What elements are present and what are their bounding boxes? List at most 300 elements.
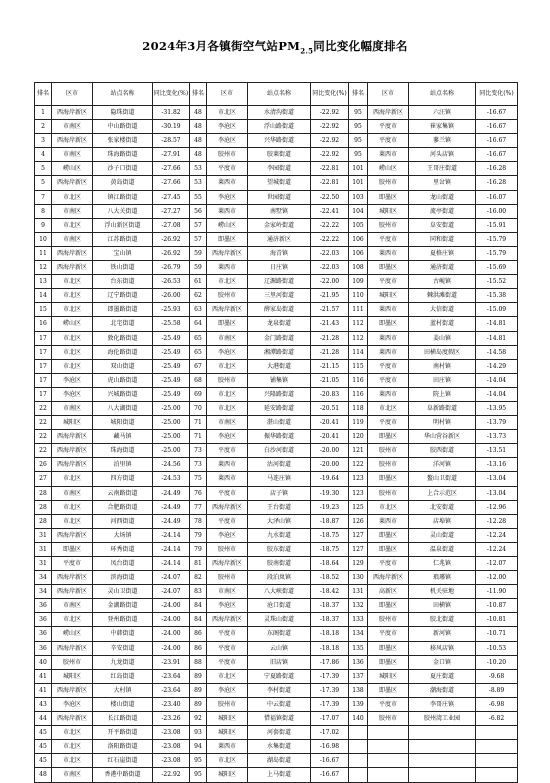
station-cell: 环秀街道: [93, 542, 153, 556]
change-cell: -19.23: [311, 500, 349, 514]
rank-cell: 48: [190, 120, 207, 134]
station-cell: 城阳街道: [93, 416, 153, 430]
rank-cell: 8: [35, 204, 52, 218]
station-cell: 惜福镇街道: [248, 712, 311, 726]
table-row: [35, 345, 518, 359]
district-cell: 胶州市: [207, 148, 248, 162]
change-cell: -16.28: [476, 176, 518, 190]
district-cell: 市北区: [52, 514, 93, 528]
station-cell: 田横镇: [409, 599, 476, 613]
rank-cell: 78: [190, 514, 207, 528]
district-cell: 市北区: [207, 387, 248, 401]
change-cell: -13.73: [476, 430, 518, 444]
district-cell: 胶州市: [207, 373, 248, 387]
district-cell: 城阳区: [52, 416, 93, 430]
station-cell: 大信街道: [409, 303, 476, 317]
change-cell: -16.67: [311, 754, 349, 768]
table-row: [35, 190, 518, 204]
station-cell: 胶州湾工业园: [409, 712, 476, 726]
table-row: [35, 472, 518, 486]
change-cell: -12.24: [476, 528, 518, 542]
district-cell: 西海岸新区: [52, 444, 93, 458]
station-cell: 合肥路街道: [93, 500, 153, 514]
station-cell: 白沙河街道: [248, 444, 311, 458]
change-cell: -27.08: [153, 218, 190, 232]
rank-cell: 17: [35, 331, 52, 345]
district-cell: 崂山区: [207, 218, 248, 232]
district-cell: 崂山区: [52, 317, 93, 331]
district-cell: 城阳区: [52, 669, 93, 683]
district-cell: 平度市: [368, 134, 409, 148]
rank-cell: 101: [349, 162, 368, 176]
header-rank: 排名: [349, 83, 368, 106]
rank-cell: 12: [35, 261, 52, 275]
station-cell: 灵珠山街道: [248, 613, 311, 627]
change-cell: -22.41: [311, 204, 349, 218]
change-cell: -23.26: [153, 712, 190, 726]
rank-cell: 36: [35, 627, 52, 641]
rank-cell: 84: [190, 613, 207, 627]
table-row: [35, 542, 518, 556]
district-cell: 市南区: [52, 148, 93, 162]
station-cell: 滨海街道: [93, 571, 153, 585]
rank-cell: 70: [190, 401, 207, 415]
station-cell: 大港街道: [248, 359, 311, 373]
change-cell: -27.45: [153, 190, 190, 204]
rank-cell: 126: [349, 514, 368, 528]
station-cell: 振华路街道: [248, 430, 311, 444]
station-cell: 云山镇: [248, 641, 311, 655]
station-cell: 王台街道: [248, 500, 311, 514]
district-cell: 平度市: [368, 120, 409, 134]
change-cell: -26.92: [153, 246, 190, 260]
rank-cell: 110: [349, 289, 368, 303]
district-cell: 即墨区: [368, 683, 409, 697]
rank-cell: 34: [35, 585, 52, 599]
rank-cell: 5: [35, 162, 52, 176]
station-cell: 北安街道: [409, 500, 476, 514]
table-row: [35, 669, 518, 683]
rank-cell: 56: [190, 204, 207, 218]
district-cell: 西海岸新区: [207, 246, 248, 260]
district-cell: 平度市: [368, 373, 409, 387]
change-cell: -14.29: [476, 359, 518, 373]
change-cell: -28.57: [153, 134, 190, 148]
district-cell: 市南区: [52, 768, 93, 782]
station-cell: 八大湖街道: [93, 401, 153, 415]
rank-cell: 115: [349, 359, 368, 373]
rank-cell: 17: [35, 345, 52, 359]
change-cell: -27.66: [153, 176, 190, 190]
district-cell: 李沧区: [207, 683, 248, 697]
rank-cell: 76: [190, 486, 207, 500]
rank-cell: 16: [35, 317, 52, 331]
rank-cell: 122: [349, 458, 368, 472]
station-cell: 台东街道: [93, 275, 153, 289]
rank-cell: 65: [190, 345, 207, 359]
change-cell: -23.08: [153, 726, 190, 740]
rank-cell: 101: [349, 176, 368, 190]
change-cell: -23.64: [153, 669, 190, 683]
station-cell: 马连庄镇: [248, 472, 311, 486]
change-cell: -22.00: [311, 275, 349, 289]
station-cell: 金口镇: [409, 655, 476, 669]
district-cell: 市北区: [207, 359, 248, 373]
station-cell: 日庄镇: [248, 261, 311, 275]
table-row: [35, 500, 518, 514]
rank-cell: 43: [35, 697, 52, 711]
rank-cell: 22: [35, 430, 52, 444]
change-cell: -22.22: [311, 218, 349, 232]
district-cell: 李沧区: [207, 134, 248, 148]
header-change: 同比变化(%): [153, 83, 190, 106]
station-cell: 隐珠街道: [93, 106, 153, 120]
district-cell: 市北区: [52, 740, 93, 754]
district-cell: 市北区: [52, 275, 93, 289]
rank-cell: [349, 754, 368, 768]
table-row: [35, 303, 518, 317]
table-row: [35, 430, 518, 444]
rank-cell: 73: [190, 458, 207, 472]
rank-cell: 140: [349, 712, 368, 726]
district-cell: 李沧区: [52, 373, 93, 387]
district-cell: 胶州市: [368, 486, 409, 500]
change-cell: -8.89: [476, 683, 518, 697]
rank-cell: 63: [190, 303, 207, 317]
station-cell: 南村镇: [409, 359, 476, 373]
table-row: [35, 120, 518, 134]
rank-cell: 123: [349, 472, 368, 486]
station-cell: 四方街道: [93, 472, 153, 486]
change-cell: -25.00: [153, 430, 190, 444]
change-cell: -12.24: [476, 542, 518, 556]
change-cell: -24.53: [153, 472, 190, 486]
table-row: [35, 557, 518, 571]
rank-cell: 31: [35, 528, 52, 542]
rank-cell: 69: [190, 387, 207, 401]
district-cell: 平度市: [368, 627, 409, 641]
rank-cell: 129: [349, 557, 368, 571]
rank-cell: 104: [349, 204, 368, 218]
station-cell: 龙泉街道: [248, 317, 311, 331]
change-cell: -14.04: [476, 387, 518, 401]
title-subscript: 2.5: [300, 46, 314, 56]
change-cell: -22.92: [311, 120, 349, 134]
change-cell: -25.49: [153, 359, 190, 373]
district-cell: 胶州市: [207, 542, 248, 556]
station-cell: 红岛街道: [93, 669, 153, 683]
station-cell: [409, 754, 476, 768]
table-row: [35, 613, 518, 627]
change-cell: [476, 726, 518, 740]
change-cell: -24.07: [153, 585, 190, 599]
header-change: 同比变化(%): [311, 83, 349, 106]
table-row: [35, 359, 518, 373]
rank-cell: 65: [190, 331, 207, 345]
change-cell: -17.39: [311, 669, 349, 683]
change-cell: -13.51: [476, 444, 518, 458]
change-cell: -23.08: [153, 740, 190, 754]
district-cell: 胶州市: [207, 697, 248, 711]
district-cell: 市北区: [52, 754, 93, 768]
district-cell: 市北区: [368, 401, 409, 415]
rank-cell: 64: [190, 317, 207, 331]
station-cell: 沙子口街道: [93, 162, 153, 176]
rank-cell: 17: [35, 359, 52, 373]
rank-cell: 36: [35, 641, 52, 655]
rank-cell: 15: [35, 303, 52, 317]
change-cell: -25.58: [153, 317, 190, 331]
rank-cell: 13: [35, 275, 52, 289]
district-cell: 胶州市: [368, 176, 409, 190]
district-cell: 即墨区: [368, 641, 409, 655]
station-cell: 薛家岛街道: [248, 303, 311, 317]
table-row: [35, 740, 518, 754]
rank-cell: 133: [349, 613, 368, 627]
rank-cell: 48: [190, 134, 207, 148]
change-cell: -22.50: [311, 190, 349, 204]
station-cell: 店子镇: [248, 486, 311, 500]
change-cell: -24.07: [153, 571, 190, 585]
rank-cell: 9: [35, 218, 52, 232]
station-cell: 长江路街道: [93, 712, 153, 726]
district-cell: 崂山区: [52, 162, 93, 176]
change-cell: -26.92: [153, 232, 190, 246]
table-row: [35, 697, 518, 711]
station-cell: 浮山新区街道: [93, 218, 153, 232]
change-cell: -19.64: [311, 472, 349, 486]
rank-cell: 116: [349, 373, 368, 387]
ranking-table: [34, 82, 518, 783]
change-cell: -25.49: [153, 345, 190, 359]
station-cell: 通济街道: [409, 261, 476, 275]
station-cell: 胶莱街道: [248, 148, 311, 162]
station-cell: 大村镇: [93, 683, 153, 697]
district-cell: 城阳区: [368, 289, 409, 303]
district-cell: 市北区: [207, 275, 248, 289]
station-cell: 湛山街道: [248, 416, 311, 430]
district-cell: 即墨区: [368, 528, 409, 542]
table-row: [35, 571, 518, 585]
rank-cell: 83: [190, 585, 207, 599]
station-cell: [409, 740, 476, 754]
header-rank: 排名: [190, 83, 207, 106]
station-cell: 古岘镇: [409, 275, 476, 289]
station-cell: 温泉街道: [409, 542, 476, 556]
district-cell: 市北区: [52, 218, 93, 232]
change-cell: -22.81: [311, 162, 349, 176]
rank-cell: 68: [190, 373, 207, 387]
station-cell: 八大关街道: [93, 204, 153, 218]
table-row: [35, 204, 518, 218]
district-cell: 李沧区: [207, 599, 248, 613]
header-district: 区市: [207, 83, 248, 106]
station-cell: 中韩街道: [93, 627, 153, 641]
table-row: [35, 134, 518, 148]
rank-cell: [349, 768, 368, 782]
station-cell: 开平路街道: [93, 726, 153, 740]
change-cell: -22.92: [311, 148, 349, 162]
district-cell: 胶州市: [368, 712, 409, 726]
station-cell: 黄岛街道: [93, 176, 153, 190]
district-cell: 平度市: [207, 627, 248, 641]
station-cell: 双山街道: [93, 359, 153, 373]
table-row: [35, 514, 518, 528]
rank-cell: 11: [35, 246, 52, 260]
station-cell: 东阁街道: [248, 627, 311, 641]
change-cell: -27.27: [153, 204, 190, 218]
change-cell: -24.56: [153, 458, 190, 472]
station-cell: 云南路街道: [93, 486, 153, 500]
district-cell: 胶州市: [207, 289, 248, 303]
rank-cell: 79: [190, 528, 207, 542]
change-cell: -20.00: [311, 458, 349, 472]
header-station: 站点名称: [93, 83, 153, 106]
rank-cell: 31: [35, 557, 52, 571]
change-cell: -13.79: [476, 416, 518, 430]
table-row: [35, 585, 518, 599]
district-cell: 西海岸新区: [207, 500, 248, 514]
station-cell: 虎山路街道: [93, 373, 153, 387]
change-cell: -15.09: [476, 303, 518, 317]
station-cell: 胶北街道: [409, 613, 476, 627]
change-cell: -10.87: [476, 599, 518, 613]
change-cell: -24.14: [153, 557, 190, 571]
change-cell: -21.43: [311, 317, 349, 331]
change-cell: -16.67: [476, 106, 518, 120]
station-cell: 海青镇: [248, 246, 311, 260]
change-cell: -17.39: [311, 697, 349, 711]
district-cell: 莱西市: [368, 331, 409, 345]
station-cell: 登州路街道: [93, 613, 153, 627]
district-cell: 西海岸新区: [207, 303, 248, 317]
rank-cell: 3: [35, 134, 52, 148]
change-cell: -18.64: [311, 557, 349, 571]
district-cell: [368, 768, 409, 782]
rank-cell: 137: [349, 669, 368, 683]
district-cell: [368, 754, 409, 768]
district-cell: 市北区: [52, 726, 93, 740]
change-cell: -13.16: [476, 458, 518, 472]
station-cell: 张家楼街道: [93, 134, 153, 148]
district-cell: 胶州市: [368, 444, 409, 458]
rank-cell: 132: [349, 599, 368, 613]
station-cell: 辽源路街道: [248, 275, 311, 289]
change-cell: -16.07: [476, 190, 518, 204]
rank-cell: 28: [35, 486, 52, 500]
district-cell: 市南区: [52, 401, 93, 415]
rank-cell: 67: [190, 359, 207, 373]
change-cell: -22.22: [311, 232, 349, 246]
change-cell: -16.67: [476, 148, 518, 162]
rank-cell: 81: [190, 557, 207, 571]
rank-cell: 131: [349, 585, 368, 599]
district-cell: 市北区: [52, 303, 93, 317]
rank-cell: [349, 726, 368, 740]
district-cell: [368, 740, 409, 754]
station-cell: 鳌山卫街道: [409, 472, 476, 486]
table-row: [35, 655, 518, 669]
change-cell: [476, 768, 518, 782]
station-cell: 兴华路街道: [248, 134, 311, 148]
change-cell: -21.15: [311, 359, 349, 373]
rank-cell: 127: [349, 542, 368, 556]
change-cell: -21.28: [311, 345, 349, 359]
page-title: [0, 38, 550, 55]
station-cell: 明村镇: [409, 416, 476, 430]
change-cell: -30.19: [153, 120, 190, 134]
rank-cell: 114: [349, 345, 368, 359]
district-cell: 李沧区: [52, 387, 93, 401]
district-cell: 平度市: [368, 275, 409, 289]
rank-cell: 2: [35, 120, 52, 134]
station-cell: 世园街道: [248, 190, 311, 204]
change-cell: -17.86: [311, 655, 349, 669]
rank-cell: 139: [349, 697, 368, 711]
district-cell: 李沧区: [52, 697, 93, 711]
district-cell: 即墨区: [368, 317, 409, 331]
station-cell: 江苏路街道: [93, 232, 153, 246]
change-cell: -25.00: [153, 401, 190, 415]
rank-cell: 105: [349, 218, 368, 232]
change-cell: -21.28: [311, 331, 349, 345]
district-cell: 平度市: [207, 514, 248, 528]
station-cell: 六汪镇: [409, 106, 476, 120]
change-cell: -16.98: [311, 740, 349, 754]
change-cell: -15.79: [476, 232, 518, 246]
station-cell: 蓼兰镇: [409, 134, 476, 148]
rank-cell: 59: [190, 261, 207, 275]
station-cell: 水集街道: [248, 740, 311, 754]
station-cell: 棘洪滩街道: [409, 289, 476, 303]
change-cell: -16.67: [476, 120, 518, 134]
district-cell: 城阳区: [207, 726, 248, 740]
rank-cell: 22: [35, 401, 52, 415]
station-cell: 红石崖街道: [93, 754, 153, 768]
rank-cell: 120: [349, 430, 368, 444]
change-cell: -18.42: [311, 585, 349, 599]
district-cell: 西海岸新区: [52, 176, 93, 190]
station-cell: 阜安街道: [409, 218, 476, 232]
station-cell: [409, 726, 476, 740]
header-change: 同比变化(%): [476, 83, 518, 106]
table-body: [35, 106, 518, 783]
change-cell: -22.92: [311, 134, 349, 148]
rank-cell: 95: [349, 106, 368, 120]
district-cell: 李沧区: [207, 430, 248, 444]
station-cell: 八大峡街道: [248, 585, 311, 599]
change-cell: -23.40: [153, 697, 190, 711]
change-cell: -14.58: [476, 345, 518, 359]
rank-cell: 48: [190, 148, 207, 162]
change-cell: -25.49: [153, 387, 190, 401]
station-cell: 泊里镇: [93, 458, 153, 472]
rank-cell: 28: [35, 500, 52, 514]
station-cell: 金湖路街道: [93, 599, 153, 613]
district-cell: 城阳区: [207, 712, 248, 726]
rank-cell: 127: [349, 528, 368, 542]
district-cell: 平度市: [52, 557, 93, 571]
change-cell: -24.49: [153, 500, 190, 514]
station-cell: 宝山镇: [93, 246, 153, 260]
rank-cell: 48: [35, 768, 52, 782]
station-cell: 流亭街道: [409, 204, 476, 218]
district-cell: 市北区: [52, 500, 93, 514]
header-district: 区市: [52, 83, 93, 106]
station-cell: 金门路街道: [248, 331, 311, 345]
change-cell: -24.00: [153, 627, 190, 641]
district-cell: 西海岸新区: [52, 134, 93, 148]
